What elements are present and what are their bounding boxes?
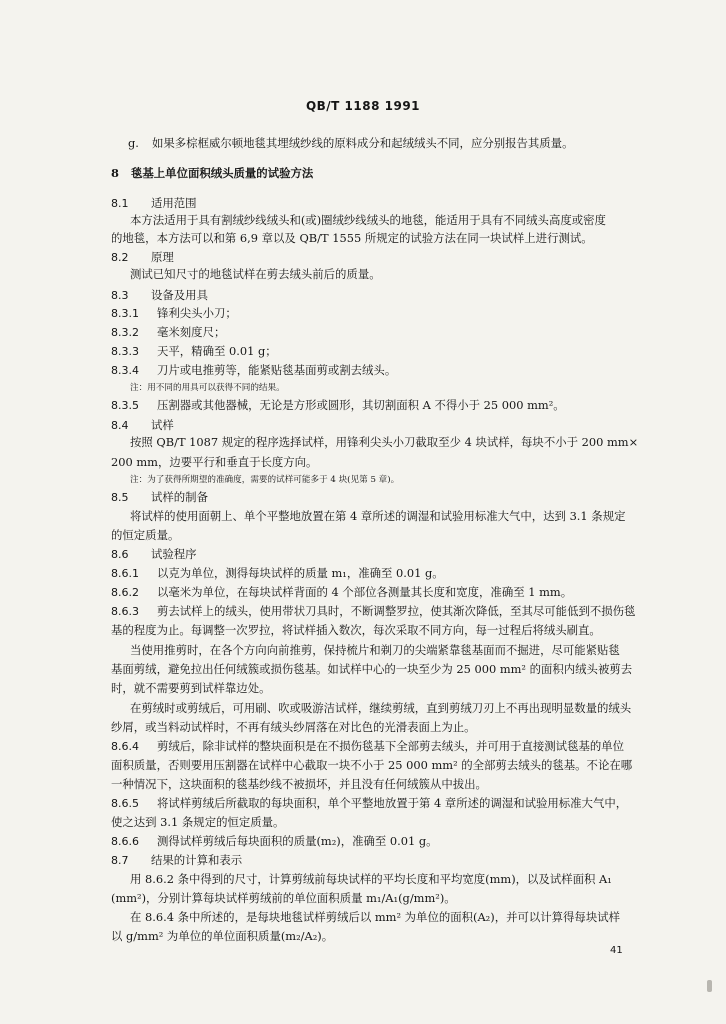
clause-8-6-5 bbox=[111, 796, 627, 811]
clause-8-6-6 bbox=[111, 834, 438, 849]
clause-8-6-6-text: 测得试样剪绒后每块面积的质量(m₂)，准确至 0.01 g。 bbox=[157, 834, 438, 848]
clause-8-7-para-4: 以 g/mm² 为单位的单位面积质量(m₂/A₂)。 bbox=[111, 929, 334, 943]
clause-8-6-2 bbox=[111, 585, 572, 600]
section-8-title: 毯基上单位面积绒头质量的试验方法 bbox=[131, 166, 314, 180]
clause-8-3-5-text: 压割器或其他器械，无论是方形或圆形，其切割面积 A 不得小于 25 000 mm²。 bbox=[157, 398, 565, 412]
clause-8-3-1-text: 锋利尖头小刀； bbox=[157, 306, 237, 320]
item-g-label: g. bbox=[128, 136, 139, 150]
clause-8-6-3-text: 剪去试样上的绒头，使用带状刀具时，不断调整罗拉，使其渐次降低，至其尽可能低到不损伤毯 bbox=[157, 604, 636, 618]
clause-8-3-2 bbox=[111, 325, 225, 340]
clause-8-6-3-number: 8.6.3 bbox=[111, 605, 139, 618]
clause-8-6-5-para-2: 使之达到 3.1 条规定的恒定质量。 bbox=[111, 815, 285, 829]
clause-8-4-heading bbox=[111, 418, 174, 433]
clause-8-7-para-3: 在 8.6.4 条中所述的，是每块地毯试样剪绒后以 mm² 为单位的面积(A₂)，并可以计算得每块试样 bbox=[130, 910, 620, 924]
clause-8-3-3 bbox=[111, 344, 277, 359]
scan-mark bbox=[707, 980, 712, 992]
note-1: 注：用不同的用具可以获得不同的结果。 bbox=[130, 383, 285, 393]
clause-8-5-para-1: 将试样的使用面朝上、单个平整地放置在第 4 章所述的调湿和试验用标准大气中，达到 3.1 条规定 bbox=[130, 509, 626, 523]
clause-8-2-number: 8.2 bbox=[111, 251, 129, 264]
clause-8-6-1 bbox=[111, 566, 444, 581]
clause-8-7-heading bbox=[111, 853, 242, 868]
clause-8-6-1-text: 以克为单位，测得每块试样的质量 m₁，准确至 0.01 g。 bbox=[157, 566, 444, 580]
clause-8-6-3-para-5: 时，就不需要剪到试样靠边处。 bbox=[111, 681, 271, 695]
clause-8-3-5-number: 8.3.5 bbox=[111, 399, 139, 412]
clause-8-1-heading bbox=[111, 196, 197, 211]
clause-8-3-3-number: 8.3.3 bbox=[111, 345, 139, 358]
clause-8-3-1 bbox=[111, 306, 237, 321]
clause-8-6-4-number: 8.6.4 bbox=[111, 740, 139, 753]
clause-8-6-1-number: 8.6.1 bbox=[111, 567, 139, 580]
clause-8-6-4-text: 剪绒后，除非试样的整块面积是在不损伤毯基下全部剪去绒头，并可用于直接测试毯基的单位 bbox=[157, 739, 625, 753]
clause-8-7-para-1: 用 8.6.2 条中得到的尺寸，计算剪绒前每块试样的平均长度和平均宽度(mm)，以及试样面积 A₁ bbox=[130, 872, 612, 886]
clause-8-6-heading bbox=[111, 547, 197, 562]
clause-8-5-para-2: 的恒定质量。 bbox=[111, 528, 180, 542]
clause-8-5-heading bbox=[111, 490, 208, 505]
clause-8-3-2-text: 毫米刻度尺； bbox=[157, 325, 226, 339]
clause-8-3-3-text: 天平，精确至 0.01 g； bbox=[157, 344, 277, 358]
clause-8-7-title: 结果的计算和表示 bbox=[151, 853, 243, 867]
clause-8-6-3-para-7: 纱屑，或当料动试样时，不再有绒头纱屑落在对比色的光滑表面上为止。 bbox=[111, 720, 476, 734]
clause-8-3-4 bbox=[111, 363, 396, 378]
clause-8-6-4-para-3: 一种情况下，这块面积的毯基纱线不被损坏，并且没有任何绒簇从中拔出。 bbox=[111, 777, 487, 791]
clause-8-6-5-text: 将试样剪绒后所截取的每块面积，单个平整地放置于第 4 章所述的调湿和试验用标准大气中， bbox=[157, 796, 628, 810]
clause-8-6-6-number: 8.6.6 bbox=[111, 835, 139, 848]
clause-8-6-4 bbox=[111, 739, 624, 754]
clause-8-6-number: 8.6 bbox=[111, 548, 129, 561]
clause-8-1-title: 适用范围 bbox=[151, 196, 197, 210]
clause-8-6-3-para-2: 基的程度为止。每调整一次罗拉，将试样插入数次，每次采取不同方向，每一过程后将绒头刷直。 bbox=[111, 623, 601, 637]
note-2: 注：为了获得所期望的准确度，需要的试样可能多于 4 块(见第 5 章)。 bbox=[130, 475, 400, 485]
clause-8-6-3-para-4: 基面剪绒，避免拉出任何绒簇或损伤毯基。如试样中心的一块至少为 25 000 mm² 的面积内绒头被剪去 bbox=[111, 662, 633, 676]
clause-8-3-1-number: 8.3.1 bbox=[111, 307, 139, 320]
clause-8-3-4-text: 刀片或电推剪等，能紧贴毯基面剪或割去绒头。 bbox=[157, 363, 397, 377]
clause-8-6-3-para-6: 在剪绒时或剪绒后，可用刷、吹或吸游洁试样，继续剪绒，直到剪绒刀刃上不再出现明显数量的绒头 bbox=[130, 701, 632, 715]
clause-8-1-number: 8.1 bbox=[111, 197, 129, 210]
page-header: QB/T 1188 1991 bbox=[305, 99, 421, 113]
clause-8-4-title: 试样 bbox=[151, 418, 174, 432]
item-g-text: 如果多棕框威尔顿地毯其埋绒纱线的原料成分和起绒绒头不同，应分别报告其质量。 bbox=[152, 136, 574, 150]
clause-8-6-title: 试验程序 bbox=[151, 547, 197, 561]
item-g bbox=[128, 136, 573, 150]
clause-8-6-2-text: 以毫米为单位，在每块试样背面的 4 个部位各测量其长度和宽度，准确至 1 mm。 bbox=[157, 585, 573, 599]
section-8-heading bbox=[111, 166, 313, 180]
clause-8-2-para: 测试已知尺寸的地毯试样在剪去绒头前后的质量。 bbox=[130, 267, 381, 281]
clause-8-3-2-number: 8.3.2 bbox=[111, 326, 139, 339]
clause-8-6-4-para-2: 面积质量，否则要用压割器在试样中心截取一块不小于 25 000 mm² 的全部剪去绒头的毯基。不论在哪 bbox=[111, 758, 633, 772]
clause-8-5-number: 8.5 bbox=[111, 491, 129, 504]
clause-8-3-heading bbox=[111, 288, 208, 303]
section-8-number: 8 bbox=[111, 166, 119, 180]
clause-8-6-3-para-3: 当使用推剪时，在各个方向向前推剪，保持梳片和剃刀的尖端紧靠毯基面而不掘进，尽可能紧贴毯 bbox=[130, 643, 620, 657]
clause-8-4-para-2: 200 mm，边要平行和垂直于长度方向。 bbox=[111, 455, 318, 469]
clause-8-3-5 bbox=[111, 398, 565, 413]
clause-8-4-number: 8.4 bbox=[111, 419, 129, 432]
page-number: 41 bbox=[610, 945, 623, 956]
clause-8-3-4-number: 8.3.4 bbox=[111, 364, 139, 377]
clause-8-3-title: 设备及用具 bbox=[151, 288, 208, 302]
clause-8-1-para-1: 本方法适用于具有割绒纱线绒头和(或)圈绒纱线绒头的地毯，能适用于具有不同绒头高度或密度 bbox=[130, 213, 606, 227]
clause-8-2-heading bbox=[111, 250, 174, 265]
clause-8-5-title: 试样的制备 bbox=[151, 490, 208, 504]
clause-8-1-para-2: 的地毯，本方法可以和第 6,9 章以及 QB/T 1555 所规定的试验方法在同一块试样上进行测试。 bbox=[111, 231, 593, 245]
clause-8-6-2-number: 8.6.2 bbox=[111, 586, 139, 599]
clause-8-2-title: 原理 bbox=[151, 250, 174, 264]
clause-8-7-para-2: (mm²)，分别计算每块试样剪绒前的单位面积质量 m₁/A₁(g/mm²)。 bbox=[111, 891, 456, 905]
clause-8-3-number: 8.3 bbox=[111, 289, 129, 302]
clause-8-4-para-1: 按照 QB/T 1087 规定的程序选择试样，用锋利尖头小刀截取至少 4 块试样，每块不小于 200 mm× bbox=[130, 435, 639, 449]
clause-8-7-number: 8.7 bbox=[111, 854, 129, 867]
clause-8-6-5-number: 8.6.5 bbox=[111, 797, 139, 810]
clause-8-6-3 bbox=[111, 604, 635, 619]
